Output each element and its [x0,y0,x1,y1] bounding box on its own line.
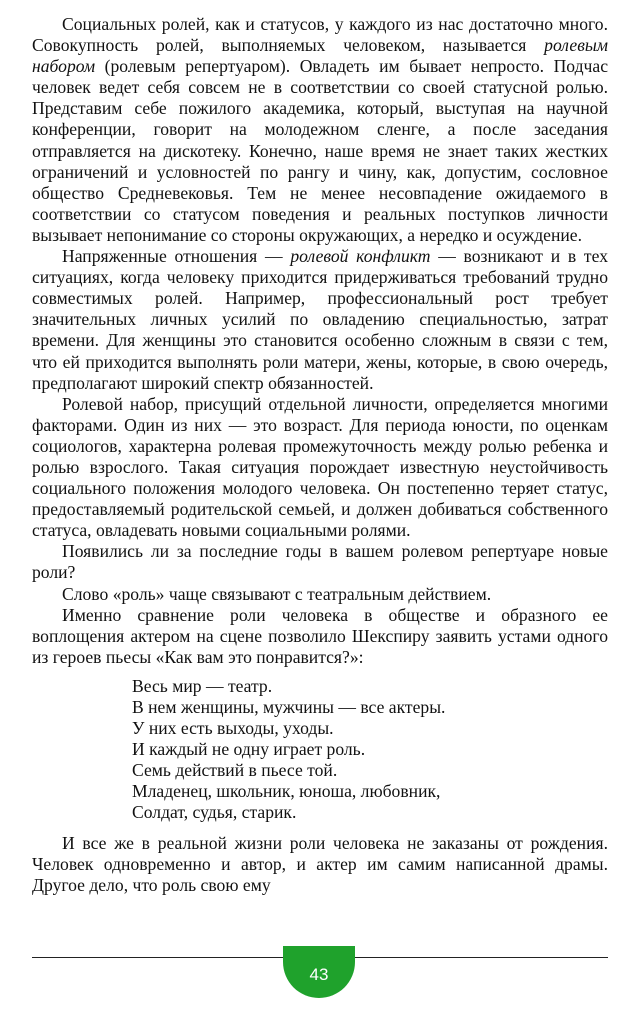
paragraph-theatre: Слово «роль» чаще связывают с театральным действием. [62,583,492,604]
paragraph-shakespeare: Именно сравнение роли человека в обществе и образного ее воплощения актером на сцене позволило Шекспиру заявить устами одного из героев пьесы «Как вам это понравится?»: [32,604,608,667]
poem-line: У них есть выходы, уходы. [132,718,334,739]
poem-line: В нем женщины, мужчины — все актеры. [132,697,446,717]
paragraph-role-set [32,14,608,246]
term-role-set: ролевым набором [32,35,608,77]
poem-line: И каждый не одну играет роль. [132,739,366,760]
text-run: Напряженные отношения — [62,246,291,267]
poem-quote [132,676,608,824]
poem-line: Весь мир — театр. [132,675,273,696]
paragraph-age-factor: Ролевой набор, присущий отдельной личности, определяется многими факторами. Один из них — это возраст. Для периода юности, по оценкам социологов, характерна ролевая промежуточность между ролью ребенка и ролью взрослого. Такая ситуация порождает известную неустойчивость социального положения молодого человека. Он постепенно теряет статус, предоставляемый родительской семьей, и должен добиваться собственного статуса, овладевать новыми социальными ролями. [32,393,608,541]
main-text [32,14,608,896]
page-number-badge: 43 [283,946,355,998]
paragraph-question: Появились ли за последние годы в вашем ролевом репертуаре новые роли? [32,541,608,583]
text-run: — возникают и в тех ситуациях, когда человеку приходится придерживаться требований трудно совместимых ролей. Например, профессиональный рост требует значительных личных усилий по овладению специальностью, затрат времени. Для женщины это становится особенно сложным в связи с тем, что ей приходится выполнять роли матери, жены, которые, в свою очередь, предполагают широкий спектр обязанностей. [32,246,608,393]
text-run: Социальных ролей, как и статусов, у каждого из нас достаточно много. Совокупность ролей, выполняемых человеком, называется [32,14,608,56]
poem-line: Солдат, судья, старик. [132,802,297,823]
poem-line: Младенец, школьник, юноша, любовник, [132,781,441,802]
text-run: (ролевым репертуаром). Овладеть им бывает непросто. Подчас человек ведет себя совсем не в соответствии со своей статусной ролью. Представим себе пожилого академика, который, выступая на научной конференции, говорит на молодежном сленге, а после заседания отправляется на дискотеку. Конечно, наше время не знает таких жестких ограничений и условностей по рангу и чину, как, допустим, сословное общество Средневековья. Тем не менее несовпадение ожидаемого в соответствии со статусом поведения и реальных поступков личности вызывает непонимание со стороны окружающих, а нередко и осуждение. [32,56,608,245]
term-role-conflict: ролевой конфликт [290,246,431,267]
paragraph-closing: И все же в реальной жизни роли человека не заказаны от рождения. Человек одновременно и автор, и актер им самим написанной драмы. Другое дело, что роль свою ему [32,832,608,895]
paragraph-role-conflict [32,246,608,394]
poem-line: Семь действий в пьесе той. [132,760,338,781]
